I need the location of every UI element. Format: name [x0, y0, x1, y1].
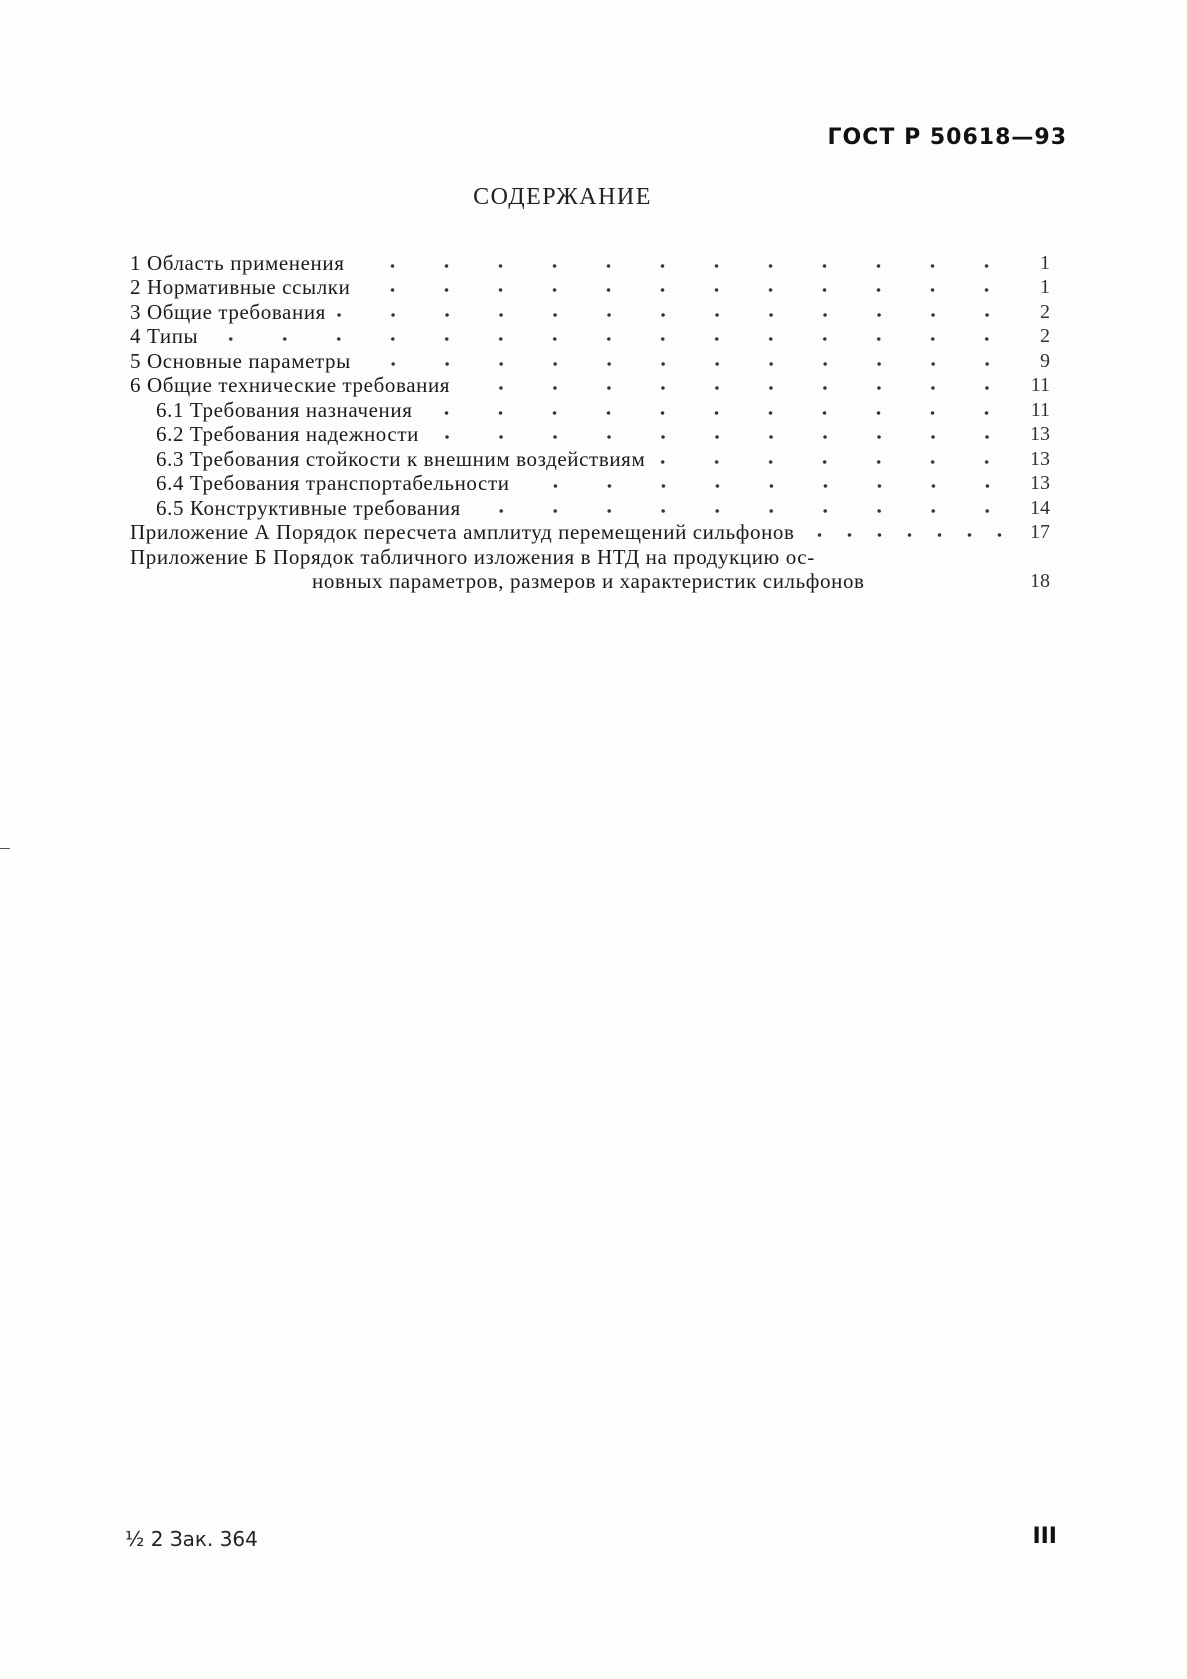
toc-title: СОДЕРЖАНИЕ [473, 184, 652, 210]
toc-entry-page: 14 [1030, 496, 1050, 519]
toc-entry-page: 2 [1040, 325, 1050, 347]
toc-leader-dots [469, 508, 1014, 514]
toc-leader-dots [420, 410, 1014, 416]
toc-subentry[interactable] [130, 422, 1050, 447]
toc-leader-dots [334, 312, 1014, 318]
toc-subentry[interactable] [130, 471, 1050, 496]
toc-entry-page: 1 [1040, 251, 1050, 274]
toc-entry[interactable] [130, 250, 1050, 275]
toc-entry-page: 17 [1030, 521, 1050, 543]
order-number: ½ 2 Зак. 364 [125, 1527, 258, 1551]
toc-entry-continuation: новных параметров, размеров и характеристик сильфонов [312, 569, 865, 593]
toc-entry-label: 6 Общие технические требования [130, 373, 451, 397]
toc-leader-dots [653, 459, 1014, 465]
toc-leader-dots [352, 263, 1014, 269]
toc-entry-label: 5 Основные параметры [130, 348, 351, 373]
toc-entry[interactable] [130, 299, 1050, 324]
toc-leader-dots [803, 532, 1014, 538]
toc-entry[interactable] [130, 348, 1050, 373]
toc-leader-dots [518, 483, 1014, 489]
toc-entry-label: Приложение Б Порядок табличного изложения в НТД на продукцию ос- [130, 544, 815, 569]
toc-entry-page: 11 [1030, 398, 1050, 421]
document-code: ГОСТ Р 50618—93 [827, 125, 1067, 150]
toc-entry-label: 6.4 Требования транспортабельности [156, 471, 510, 495]
toc-entry-page: 1 [1040, 276, 1050, 298]
toc-entry[interactable] [130, 373, 1050, 398]
table-of-contents [130, 250, 1050, 593]
page-number: III [1032, 1524, 1057, 1549]
toc-entry-label: 6.3 Требования стойкости к внешним воздействиям [156, 446, 646, 471]
toc-entry-page: 18 [1030, 570, 1050, 592]
toc-entry-label: 1 Область применения [130, 250, 345, 275]
toc-entry-page: 11 [1030, 374, 1050, 396]
toc-entry-page: 13 [1030, 423, 1050, 445]
toc-entry-page: 13 [1030, 447, 1050, 470]
toc-subentry[interactable] [130, 397, 1050, 422]
toc-entry-label: 6.2 Требования надежности [156, 422, 419, 446]
toc-entry-page: 2 [1040, 300, 1050, 323]
toc-entry-label: Приложение А Порядок пересчета амплитуд перемещений сильфонов [130, 520, 795, 544]
toc-appendix-entry[interactable] [130, 544, 1050, 569]
toc-subentry[interactable] [130, 446, 1050, 471]
toc-entry-page: 9 [1040, 349, 1050, 372]
toc-leader-dots [458, 385, 1014, 391]
scan-margin-mark [0, 848, 10, 849]
toc-entry[interactable] [130, 324, 1050, 349]
toc-entry-page: 13 [1030, 472, 1050, 494]
toc-entry-label: 6.1 Требования назначения [156, 397, 413, 422]
toc-leader-dots [427, 434, 1014, 440]
toc-appendix-continuation[interactable] [130, 569, 1050, 594]
toc-leader-dots [359, 361, 1014, 367]
toc-entry-label: 6.5 Конструктивные требования [156, 495, 461, 520]
toc-entry[interactable] [130, 275, 1050, 300]
toc-leader-dots [206, 336, 1014, 342]
toc-entry-label: 4 Типы [130, 324, 199, 348]
toc-entry-label: 2 Нормативные ссылки [130, 275, 351, 299]
toc-subentry[interactable] [130, 495, 1050, 520]
toc-appendix-entry[interactable] [130, 520, 1050, 545]
toc-entry-label: 3 Общие требования [130, 299, 326, 324]
toc-leader-dots [358, 287, 1014, 293]
